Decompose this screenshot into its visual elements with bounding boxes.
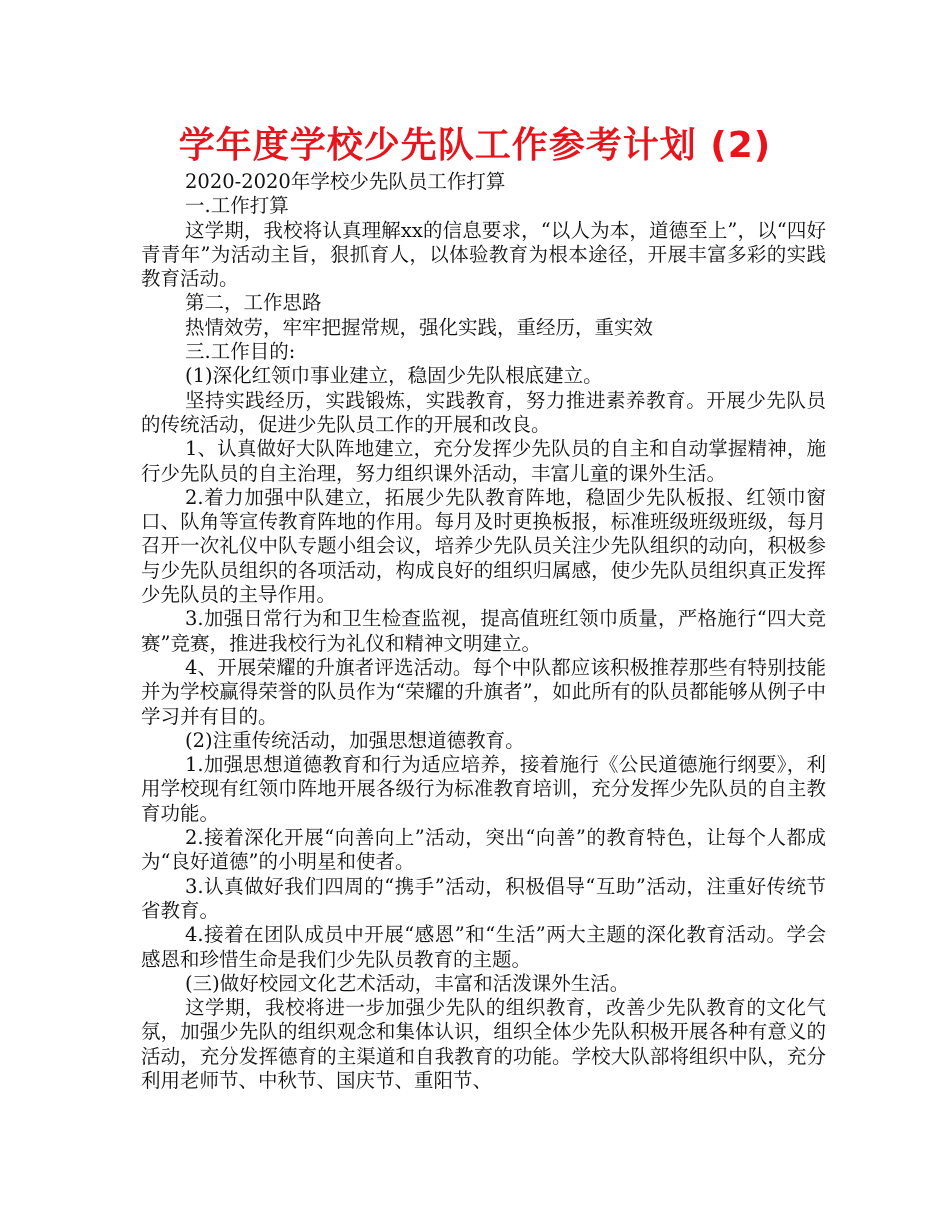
- paragraph: 这学期，我校将认真理解xx的信息要求，“以人为本，道德至上”，以“四好青青年”为活动主旨，狠抓育人，以体验教育为根本途径，开展丰富多彩的实践教育活动。: [141, 218, 826, 291]
- list-item: 4.接着在团队成员中开展“感恩”和“生活”两大主题的深化教育活动。学会感恩和珍惜生命是我们少先队员教育的主题。: [141, 923, 826, 971]
- list-item: 3.认真做好我们四周的“携手”活动，积极倡导“互助”活动，注重好传统节省教育。: [141, 874, 826, 922]
- paragraph: 2020-2020年学校少先队员工作打算: [185, 170, 506, 193]
- document-title: 学年度学校少先队工作参考计划 (2): [178, 125, 772, 166]
- subsection-heading: (1)深化红领巾事业建立，稳固少先队根底建立。: [185, 364, 603, 388]
- paragraph: 热情效劳，牢牢把握常规，强化实践，重经历，重实效: [185, 315, 654, 339]
- list-item: 1.加强思想道德教育和行为适应培养，接着施行《公民道德施行纲要》，利用学校现有红领巾阵地开展各级行为标准教育培训，充分发挥少先队员的自主教育功能。: [141, 753, 826, 825]
- paragraph: 这学期，我校将进一步加强少先队的组织教育，改善少先队教育的文化气氛，加强少先队的组织观念和集体认识，组织全体少先队积极开展各种有意义的活动，充分发挥德育的主渠道和自我教育的功能。学校大队部将组织中队，充分利用老师节、中秋节、国庆节、重阳节、: [141, 996, 826, 1092]
- list-item: 3.加强日常行为和卫生检查监视，提高值班红领巾质量，严格施行“四大竞赛”竞赛，推进我校行为礼仪和精神文明建立。: [141, 607, 826, 655]
- list-item: 1、认真做好大队阵地建立，充分发挥少先队员的自主和自动掌握精神，施行少先队员的自主治理，努力组织课外活动，丰富儿童的课外生活。: [141, 437, 826, 485]
- document-body: [141, 170, 826, 1093]
- list-item: 4、开展荣耀的升旗者评选活动。每个中队都应该积极推荐那些有特别技能并为学校赢得荣誉的队员作为“荣耀的升旗者”，如此所有的队员都能够从例子中学习并有目的。: [141, 655, 826, 728]
- paragraph: 坚持实践经历，实践锻炼，实践教育，努力推进素养教育。开展少先队员的传统活动，促进少先队员工作的开展和改良。: [141, 388, 826, 436]
- section-heading: 第二，工作思路: [185, 291, 322, 315]
- list-item: 2.接着深化开展“向善向上”活动，突出“向善”的教育特色，让每个人都成为“良好道德”的小明星和使者。: [141, 826, 826, 874]
- subsection-heading: (三)做好校园文化艺术活动，丰富和活泼课外生活。: [185, 971, 630, 995]
- section-heading: 三.工作目的:: [185, 340, 296, 364]
- section-heading: 一.工作打算: [185, 194, 289, 218]
- list-item: 2.着力加强中队建立，拓展少先队教育阵地，稳固少先队板报、红领巾窗口、队角等宣传教育阵地的作用。每月及时更换板报，标准班级班级班级，每月召开一次礼仪中队专题小组会议，培养少先队员关注少先队组织的动向，积极参与少先队员组织的各项活动，构成良好的组织归属感，使少先队员组织真正发挥少先队员的主导作用。: [141, 485, 826, 607]
- subsection-heading: (2)注重传统活动，加强思想道德教育。: [185, 728, 525, 752]
